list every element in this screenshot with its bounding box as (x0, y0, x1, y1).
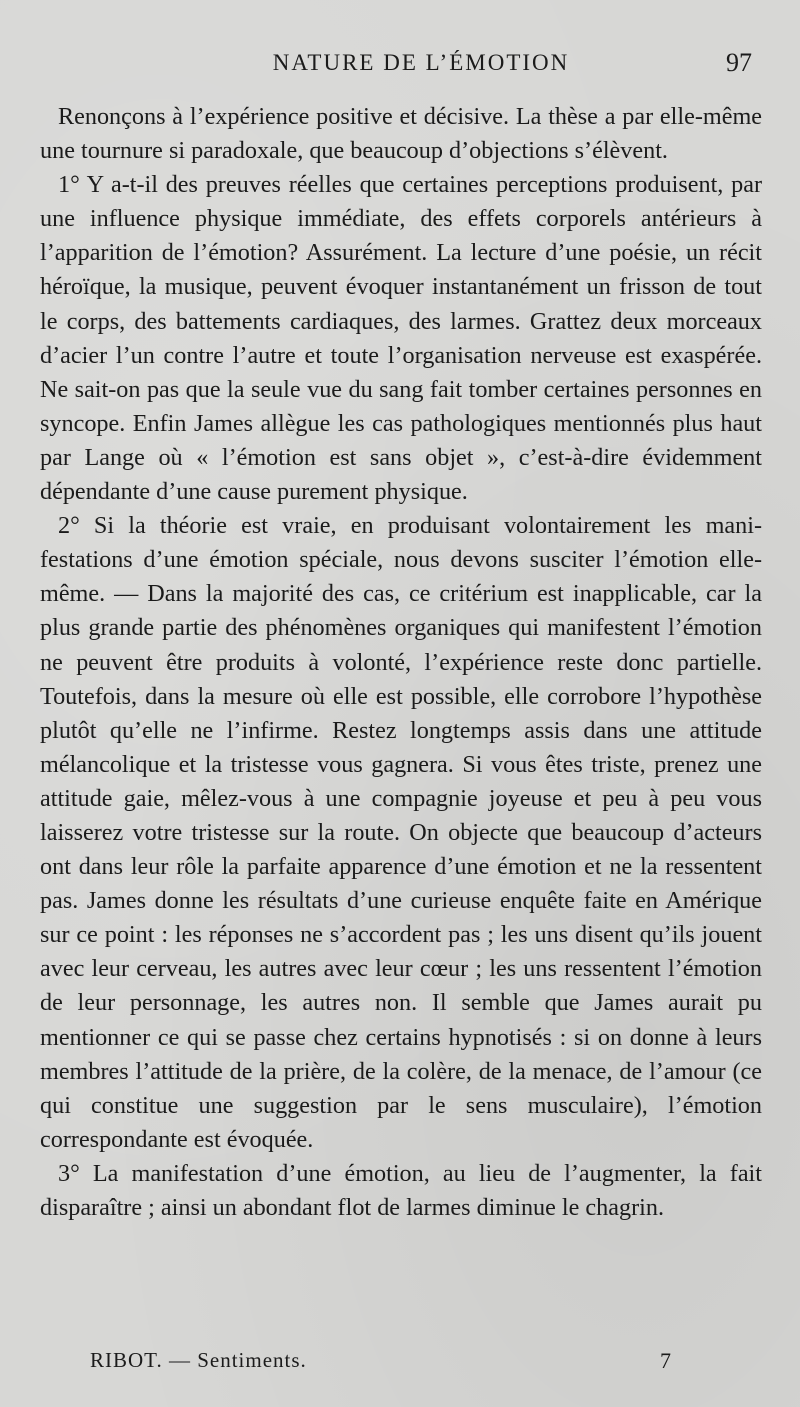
signature-mark: RIBOT. — Sentiments. (90, 1348, 307, 1372)
signature-number: 7 (660, 1348, 671, 1373)
page-footer (40, 1348, 762, 1382)
running-title: NATURE DE L’ÉMOTION (272, 50, 570, 75)
running-head (40, 44, 762, 84)
page-number: 97 (726, 48, 752, 77)
paragraph-intro: Renonçons à l’expérience positive et décisive. La thèse a par elle-même une tournure si paradoxale, que beaucoup d’objections s’élèvent. (40, 103, 762, 165)
paragraph-objection-3: 3° La manifestation d’une émotion, au lieu de l’augmenter, la fait disparaître ; ainsi un abondant flot de larmes diminue le chagrin. (40, 1159, 762, 1221)
body-text (40, 100, 762, 1225)
paragraph-objection-2: 2° Si la théorie est vraie, en produisant volontairement les manifestations d’une émotion spéciale, nous devons susciter l’émotion elle-même. — Dans la majorité des cas, ce critérium est inapplicable, car la plus grande partie des phénomènes organiques qui manifestent l’émotion ne peuvent être produits à volonté, l’expérience reste donc partielle. Toutefois, dans la mesure où elle est possible, elle corrobore l’hypothèse plutôt qu’elle ne l’infirme. Restez longtemps assis dans une attitude mélancolique et la tristesse vous gagnera. Si vous êtes triste, prenez une attitude gaie, mêlez-vous à une compagnie joyeuse et peu à peu vous laisserez votre tristesse sur la route. On objecte que beaucoup d’acteurs ont dans leur rôle la parfaite apparence d’une émotion et ne la ressentent pas. James donne les résultats d’une curieuse enquête faite en Amérique sur ce point : les réponses ne s’accordent pas ; les uns disent qu’ils jouent avec leur cerveau, les autres avec leur cœur ; les uns ressentent l’émotion de leur personnage, les autres non. Il semble que James aurait pu mentionner ce qui se passe chez certains hypnotisés : si on donne à leurs membres l’attitude de la prière, de la colère, de la menace, de l’amour (ce qui constitue une suggestion par le sens musculaire), l’émotion correspondante est évoquée. (40, 512, 762, 1153)
paragraph-objection-1: 1° Y a-t-il des preuves réelles que certaines perceptions produisent, par une influence physique immédiate, des effets corporels antérieurs à l’apparition de l’émotion? Assurément. La lecture d’une poésie, un récit héroïque, la musique, peuvent évoquer instantanément un frisson de tout le corps, des battements cardiaques, des larmes. Grattez deux morceaux d’acier l’un contre l’autre et toute l’organisation nerveuse est exaspérée. Ne sait-on pas que la seule vue du sang fait tomber certaines personnes en syncope. Enfin James allègue les cas pathologiques mentionnés plus haut par Lange où « l’émotion est sans objet », c’est-à-dire évidemment dépendante d’une cause purement physique. (40, 171, 762, 506)
